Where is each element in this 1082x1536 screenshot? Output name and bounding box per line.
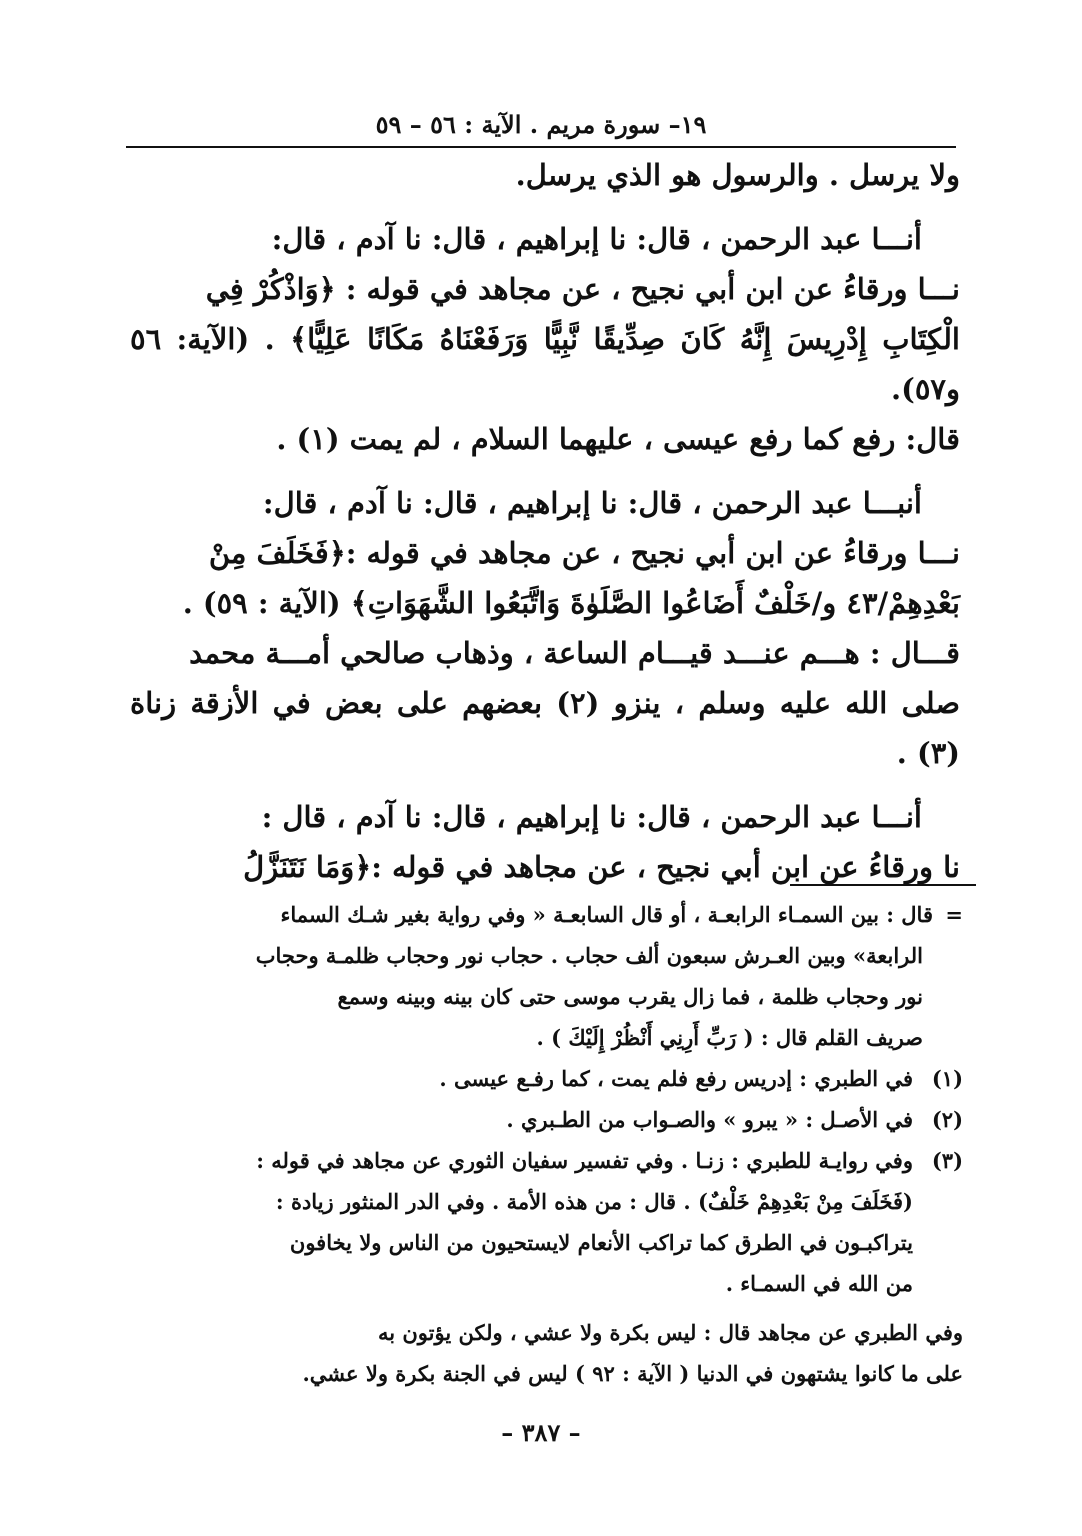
footnote-1: (١)في الطبري : إدريس رفع فلم يمت ، كما رفـع عيسى . — [135, 1058, 963, 1099]
footnote-extra-line: وفي الطبري عن مجاهد قال : ليس بكرة ولا عشي ، ولكن يؤتون به — [377, 1320, 963, 1345]
text-line: نـــا ورقاءُ عن ابن أبي نجيح ، عن مجاهد في قوله :﴿فَخَلَفَ مِنْ — [208, 536, 960, 570]
footnote-continuation-line: صريف القلم قال : ( رَبِّ أَرِنِي أَنْظُرْ إِلَيْكَ ) . — [536, 1025, 923, 1050]
footnote-extra-line: على ما كانوا يشتهون في الدنيا ( الآية : ٩٢ ) ليس في الجنة بكرة ولا عشي. — [302, 1361, 963, 1386]
quran-verse-line: الْكِتَابِ إِدْرِيسَ إِنَّهُ كَانَ صِدِّيقًا نَّبِيًّا وَرَفَعْنَاهُ مَكَانًا عَلِيًّا﴾ . (الآية: ٥٦ و٥٧). — [130, 322, 960, 406]
footnote-continuation-line: =قال : بين السمـاء الرابعـة ، أو قال السابعـة « وفي رواية بغير شـك السماء — [135, 894, 963, 935]
running-header — [126, 104, 956, 148]
footnote-2: (٢)في الأصـل : « يبرو » والصـواب من الطـبري . — [135, 1099, 963, 1140]
footnote-number: (٢) — [931, 1107, 963, 1132]
text-line: أنبـــا عبد الرحمن ، قال: نا إبراهيم ، قال: نا آدم ، قال: — [262, 486, 922, 520]
text-line: أنـــا عبد الرحمن ، قال: نا إبراهيم ، قال: نا آدم ، قال : — [261, 800, 922, 834]
text-line: قال: رفع كما رفع عيسى ، عليهما السلام ، لم يمت (١) . — [276, 422, 960, 456]
text-line: أنـــا عبد الرحمن ، قال: نا إبراهيم ، قال: نا آدم ، قال: — [271, 222, 922, 256]
footnote-number: (٣) — [931, 1148, 963, 1173]
running-title: ١٩– سورة مريم . الآية : ٥٦ – ٥٩ — [375, 110, 707, 139]
continuation-dash: = — [945, 902, 963, 927]
text-line: نا ورقاءُ عن ابن أبي نجيح ، عن مجاهد في قوله :﴿وَمَا نَتَنَزَّلُ — [243, 850, 960, 884]
footnote-3-line: (فَخَلَفَ مِنْ بَعْدِهِمْ خَلْفٌ) . قال : من هذه الأمة . وفي الدر المنثور زيادة : — [275, 1189, 913, 1214]
footnote-number: (١) — [931, 1066, 963, 1091]
footnote-3-line: يتراكبـون في الطرق كما تراكب الأنعام لايستحيون من الناس ولا يخافون — [289, 1230, 913, 1255]
text-line: ولا يرسل . والرسول هو الذي يرسل. — [515, 158, 960, 192]
quran-verse-line: بَعْدِهِمْ/٤٣ و/خَلْفٌ أَضَاعُوا الصَّلَوٰةَ وَاتَّبَعُوا الشَّهَوَاتِ﴾ (الآية : ٥٩) . — [182, 586, 960, 620]
page-number: – ٣٨٧ – — [501, 1418, 581, 1447]
main-text — [130, 150, 960, 892]
footnote-3-line: من الله في السمـاء . — [725, 1271, 913, 1296]
text-line: صلى الله عليه وسلم ، ينزو (٢) بعضهم على بعض في الأزقة زناة (٣) . — [130, 686, 960, 770]
footnote-continuation-line: الرابعة» وبين العـرش سبعون ألف حجاب . حجاب نور وحجاب ظلمـة وحجاب — [255, 943, 923, 968]
footnote-3: (٣)وفي روايـة للطبري : زنـا . وفي تفسير سفيان الثوري عن مجاهد في قوله : — [135, 1140, 963, 1181]
footnote-separator — [790, 884, 976, 886]
text-line: نـــا ورقاءُ عن ابن أبي نجيح ، عن مجاهد في قوله : ﴿وَاذْكُرْ فِي — [205, 272, 960, 306]
text-line: قـــال : هـــم عنـــد قيـــام الساعة ، وذهاب صالحي أمـــة محمد — [189, 636, 960, 670]
footnotes — [135, 894, 963, 1394]
footnote-continuation-line: نور وحجاب ظلمة ، فما زال يقرب موسى حتى كان بينه وبينه وسمع — [337, 984, 923, 1009]
